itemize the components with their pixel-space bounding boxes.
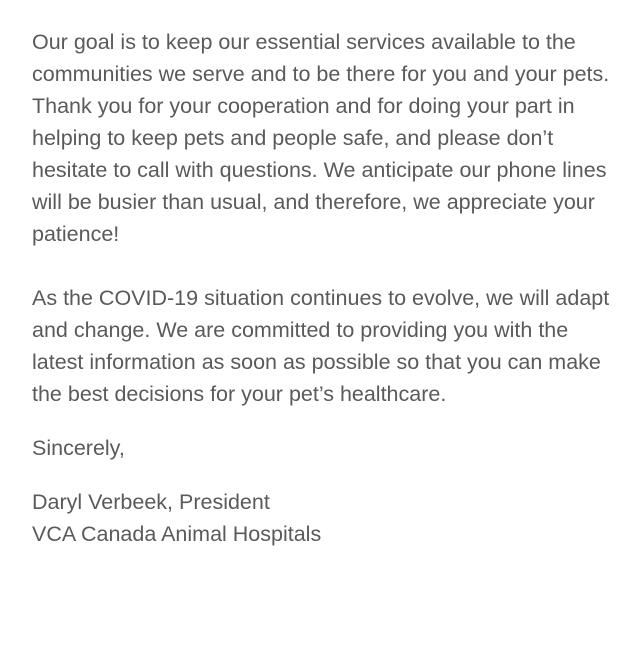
letter-body bbox=[32, 26, 622, 550]
signature-name-title: Daryl Verbeek, President bbox=[32, 490, 270, 514]
signature-organization: VCA Canada Animal Hospitals bbox=[32, 522, 322, 546]
paragraph-covid-update: As the COVID-19 situation continues to evolve, we will adapt and change. We are committed to providing you with the latest information as soon as possible so that you can make the best decisions for your pet’s healthcare. bbox=[32, 286, 610, 406]
signature-block bbox=[32, 486, 622, 550]
closing-salutation: Sincerely, bbox=[32, 436, 125, 460]
paragraph-service-availability: Our goal is to keep our essential services available to the communities we serve and to be there for you and your pets. Thank you for your cooperation and for doing your part in helping to keep pets and people safe, and please don’t hesitate to call with questions. We anticipate our phone lines will be busier than usual, and therefore, we appreciate your patience! bbox=[32, 30, 610, 246]
